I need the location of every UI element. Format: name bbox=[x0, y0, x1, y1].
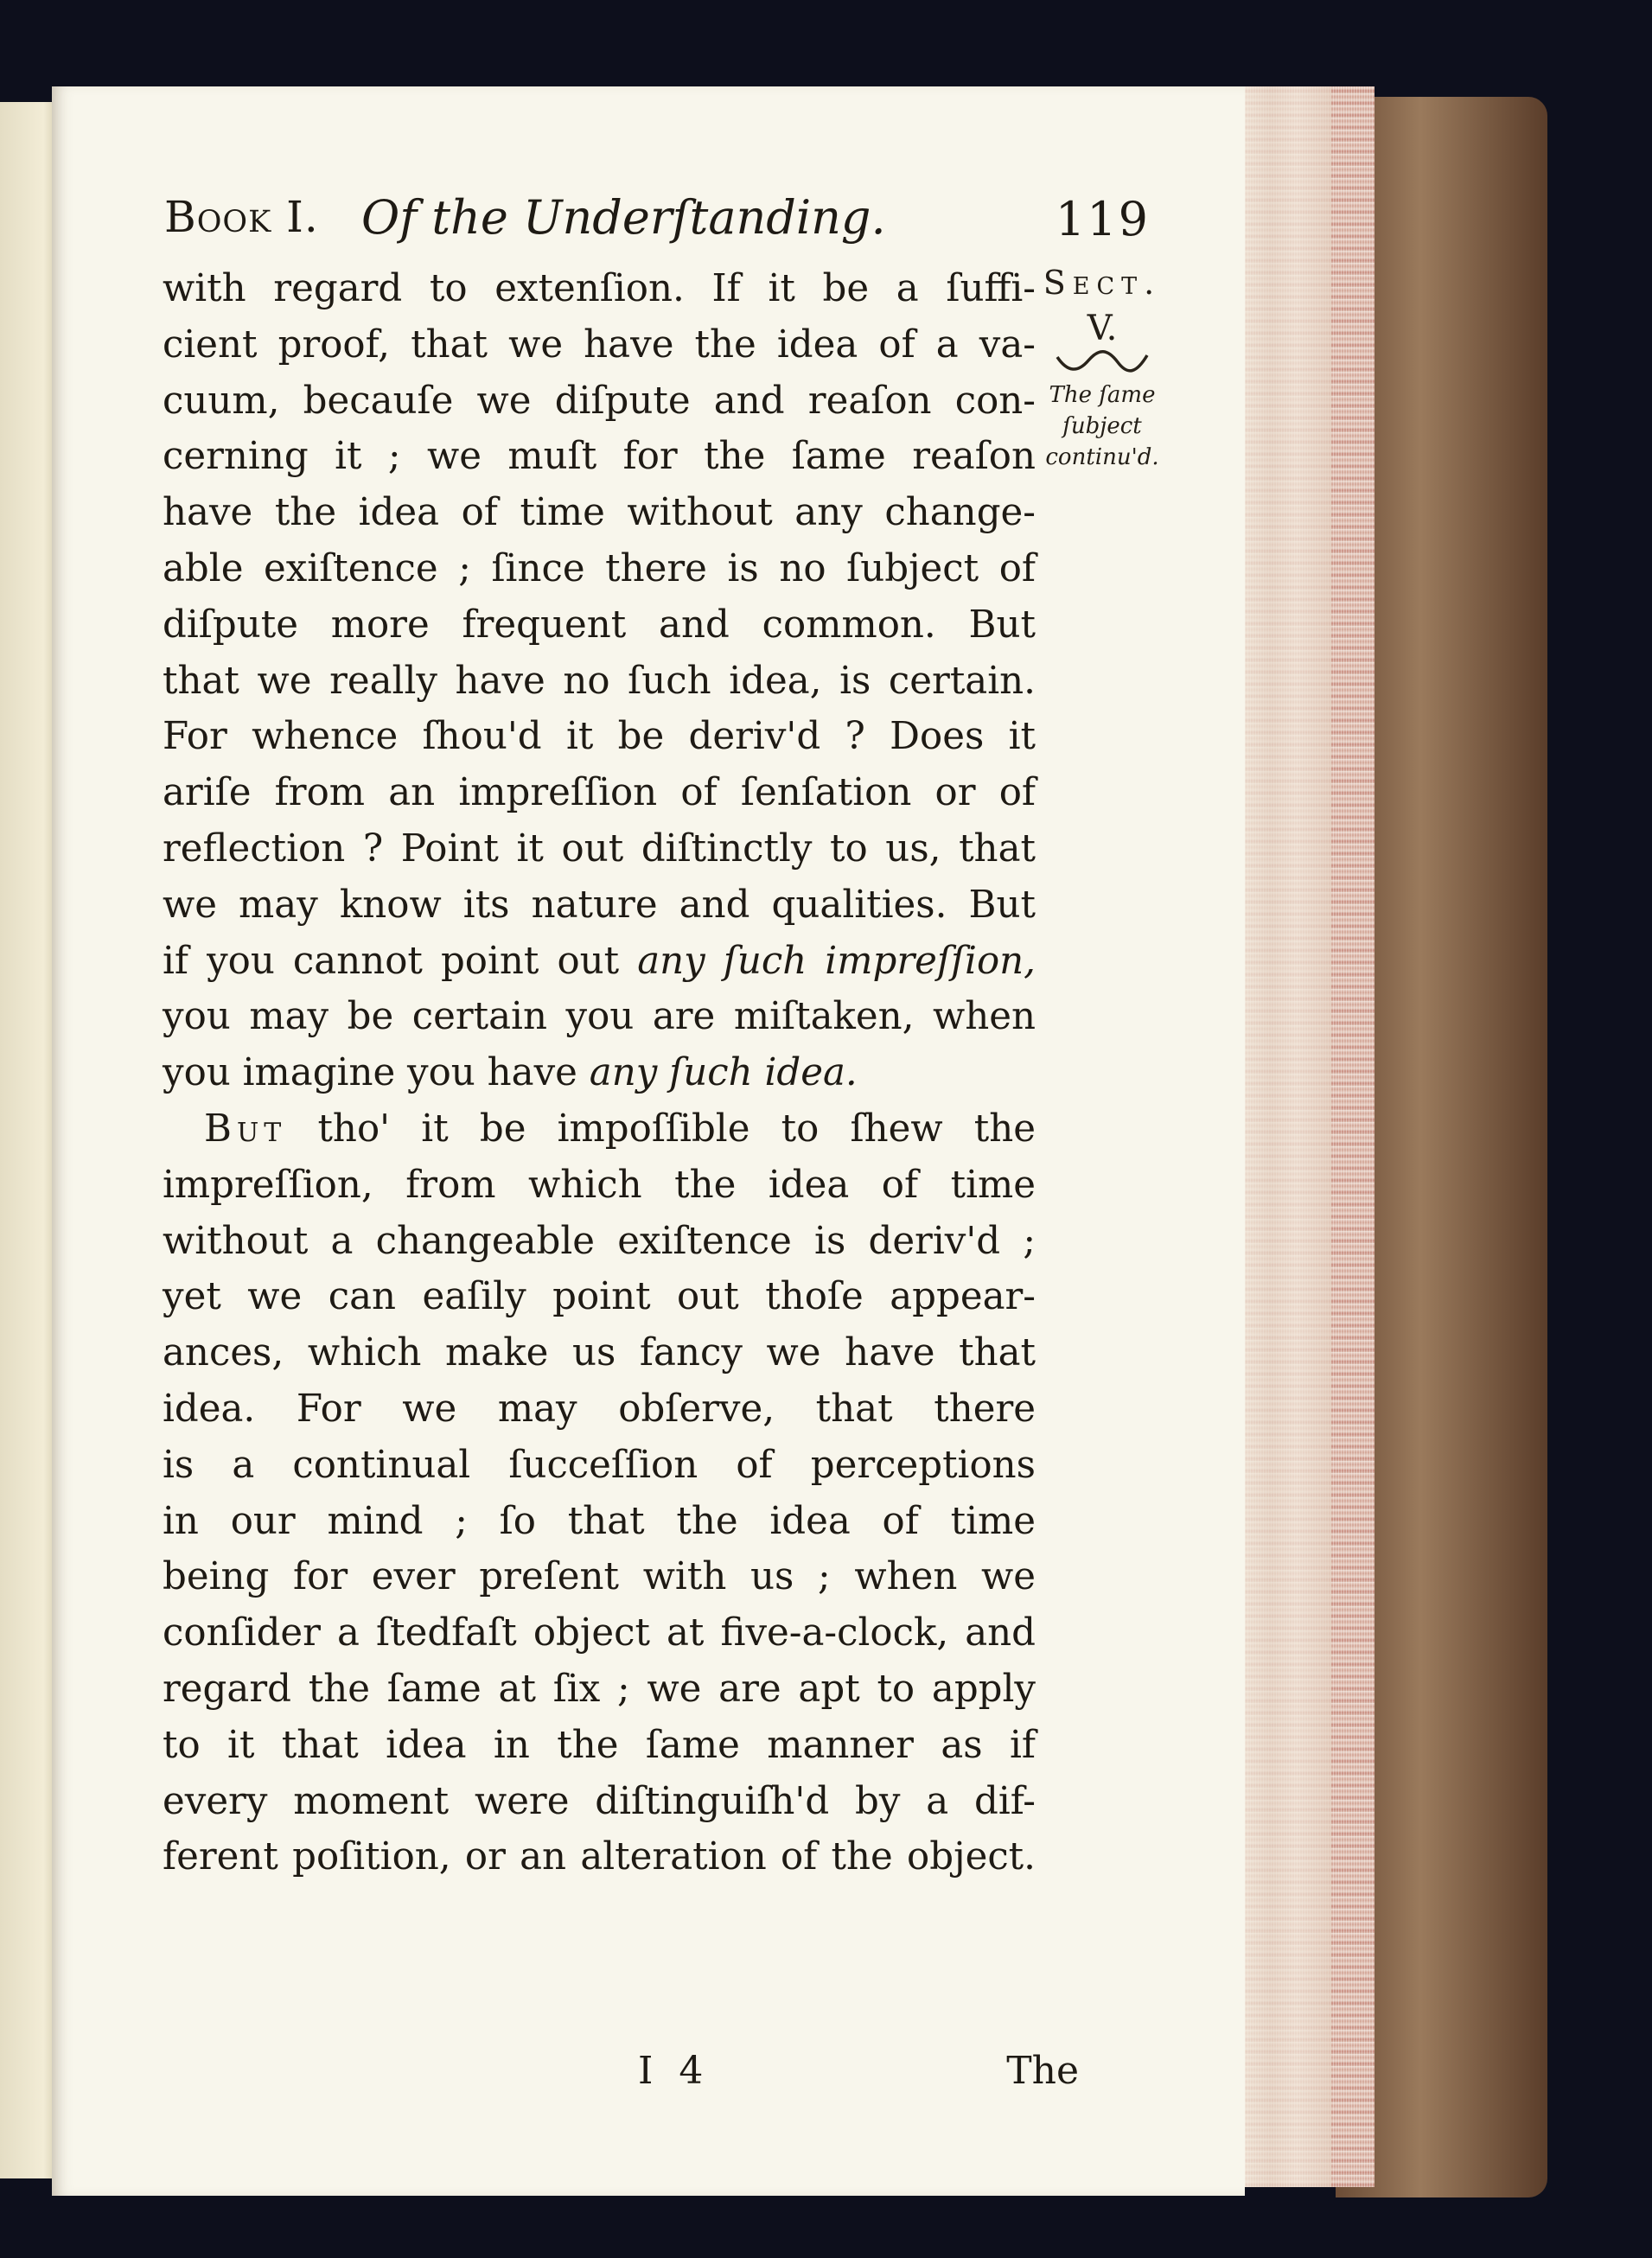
text-line bbox=[163, 1605, 1036, 1662]
text-line bbox=[163, 1549, 1036, 1605]
text-line bbox=[163, 654, 1036, 710]
text-line bbox=[163, 709, 1036, 765]
text-line bbox=[163, 1774, 1036, 1830]
text-segment: any ſuch idea. bbox=[589, 1051, 858, 1095]
text-segment: able exiſtence ; ſince there is no ſubject of bbox=[163, 546, 1036, 590]
text-line bbox=[163, 597, 1036, 654]
text-line bbox=[163, 1381, 1036, 1438]
text-segment: in our mind ; ſo that the idea of time bbox=[163, 1499, 1036, 1543]
text-line bbox=[163, 821, 1036, 877]
text-line bbox=[163, 1494, 1036, 1550]
text-line bbox=[163, 934, 1036, 990]
text-segment: But bbox=[204, 1107, 287, 1151]
text-segment: cuum, becauſe we diſpute and reaſon con- bbox=[163, 379, 1036, 423]
text-segment: we may know its nature and qualities. But bbox=[163, 883, 1036, 927]
text-line bbox=[163, 765, 1036, 821]
page-footer bbox=[163, 2049, 1079, 2109]
text-line bbox=[163, 373, 1036, 430]
margin-note-line: The ſame bbox=[1049, 382, 1156, 408]
text-segment: have the idea of time without any change- bbox=[163, 491, 1036, 535]
text-segment: idea. For we may obſerve, that there bbox=[163, 1387, 1036, 1431]
text-segment: reflection ? Point it out diſtinctly to us, that bbox=[163, 826, 1036, 871]
text-line bbox=[163, 989, 1036, 1045]
text-segment: diſpute more frequent and common. But bbox=[163, 603, 1036, 647]
margin-note-text bbox=[1029, 380, 1176, 473]
section-label: Sect. bbox=[1043, 264, 1162, 302]
text-segment: with regard to extenſion. If it be a ſuffi- bbox=[163, 267, 1036, 310]
margin-note-line: ſubject bbox=[1062, 413, 1142, 439]
text-segment: yet we can eaſily point out thoſe appear- bbox=[163, 1275, 1036, 1319]
text-segment: being for ever preſent with us ; when we bbox=[163, 1555, 1036, 1599]
text-line bbox=[163, 1101, 1036, 1158]
section-number: V. bbox=[1087, 309, 1118, 348]
body-text bbox=[163, 261, 1036, 1885]
page-block-shading bbox=[1245, 86, 1331, 2187]
text-segment: regard the ſame at ſix ; we are apt to apply bbox=[163, 1667, 1036, 1711]
text-segment: tho' it be impoſſible to ſhew the bbox=[286, 1107, 1036, 1151]
text-segment: ances, which make us fancy we have that bbox=[163, 1331, 1036, 1375]
text-segment: cerning it ; we muſt for the ſame reaſon bbox=[163, 435, 1036, 479]
text-segment: ferent poſition, or an alteration of the object. bbox=[163, 1835, 1036, 1879]
text-segment: you imagine you have bbox=[163, 1051, 590, 1095]
text-line bbox=[163, 1158, 1036, 1214]
text-line bbox=[163, 1438, 1036, 1494]
running-head bbox=[164, 192, 1150, 261]
running-head-book: Book I. bbox=[164, 192, 319, 242]
text-segment: any ſuch impreſſion, bbox=[637, 939, 1036, 983]
catchword: The bbox=[1006, 2049, 1079, 2093]
margin-note bbox=[1029, 264, 1176, 473]
text-line bbox=[163, 1045, 1036, 1101]
text-segment: For whence ſhou'd it be deriv'd ? Does it bbox=[163, 715, 1036, 759]
text-line bbox=[163, 1214, 1036, 1270]
text-line bbox=[163, 261, 1036, 317]
text-line bbox=[163, 1325, 1036, 1381]
text-segment: impreſſion, from which the idea of time bbox=[163, 1163, 1036, 1207]
text-line bbox=[163, 877, 1036, 934]
text-line bbox=[163, 541, 1036, 597]
text-line bbox=[163, 1269, 1036, 1325]
running-head-title: Of the Underſtanding. bbox=[361, 190, 886, 245]
text-segment: without a changeable exiſtence is deriv'd ; bbox=[163, 1219, 1036, 1263]
signature-mark: I 4 bbox=[638, 2049, 711, 2093]
text-line bbox=[163, 1718, 1036, 1774]
text-segment: every moment were diſtinguiſh'd by a dif- bbox=[163, 1779, 1036, 1823]
text-line bbox=[163, 485, 1036, 541]
margin-note-line: continu'd. bbox=[1045, 444, 1159, 470]
text-segment: that we really have no ſuch idea, is certain. bbox=[163, 659, 1036, 703]
text-line bbox=[163, 1662, 1036, 1718]
ornament-swash bbox=[1029, 348, 1176, 380]
text-segment: to it that idea in the ſame manner as if bbox=[163, 1723, 1036, 1767]
text-segment: if you cannot point out bbox=[163, 939, 638, 983]
text-segment: you may be certain you are miſtaken, when bbox=[163, 995, 1036, 1039]
text-line bbox=[163, 1829, 1036, 1885]
text-segment: ariſe from an impreſſion of ſenſation or of bbox=[163, 771, 1036, 815]
page-number: 119 bbox=[1055, 192, 1150, 246]
printed-page bbox=[52, 86, 1245, 2196]
text-segment: is a continual ſucceſſion of perceptions bbox=[163, 1443, 1036, 1487]
text-line bbox=[163, 317, 1036, 373]
text-segment: cient proof, that we have the idea of a va- bbox=[163, 322, 1036, 367]
text-line bbox=[163, 429, 1036, 485]
text-segment: conſider a ſtedfaſt object at five-a-clock, and bbox=[163, 1611, 1036, 1655]
